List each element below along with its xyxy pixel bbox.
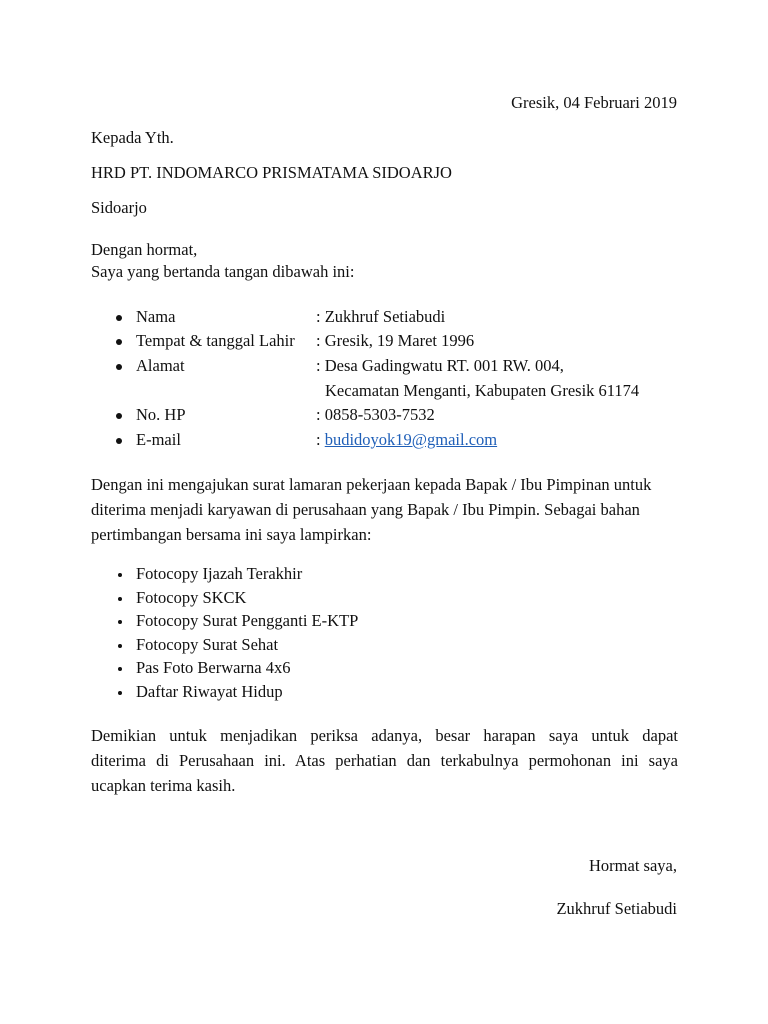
bullet-icon — [116, 438, 122, 444]
closing-paragraph — [91, 723, 678, 798]
bullet-icon — [118, 573, 122, 577]
attachment-item: Fotocopy Surat Sehat — [136, 635, 279, 654]
info-label-ttl: Tempat & tanggal Lahir — [136, 331, 295, 350]
info-value-email-wrapper — [316, 430, 497, 450]
bullet-icon — [118, 691, 122, 695]
closing-line-1: Demikian untuk menjadikan periksa adanya, besar harapan saya untuk dapat — [91, 726, 678, 745]
info-label-hp: No. HP — [136, 405, 186, 424]
info-value-nama: : Zukhruf Setiabudi — [316, 307, 446, 326]
bullet-icon — [116, 364, 122, 370]
bullet-icon — [118, 597, 122, 601]
list-item — [0, 588, 768, 612]
list-item — [0, 682, 768, 706]
closing-line-2: diterima di Perusahaan ini. Atas perhatian dan terkabulnya permohonan ini saya — [91, 751, 678, 770]
closing-line-3: ucapkan terima kasih. — [91, 776, 236, 795]
intro-text: Saya yang bertanda tangan dibawah ini: — [91, 262, 355, 281]
list-item — [0, 564, 768, 588]
info-label-alamat: Alamat — [136, 356, 185, 375]
signatory-name: Zukhruf Setiabudi — [556, 899, 677, 918]
list-item — [0, 430, 768, 454]
info-value-alamat: : Desa Gadingwatu RT. 001 RW. 004, — [316, 356, 564, 375]
attachment-item: Daftar Riwayat Hidup — [136, 682, 283, 701]
recipient-line-1: Kepada Yth. — [91, 128, 174, 147]
info-value-alamat-cont: Kecamatan Menganti, Kabupaten Gresik 61174 — [325, 381, 640, 400]
body-line-1: Dengan ini mengajukan surat lamaran pekerjaan kepada Bapak / Ibu Pimpinan untuk — [91, 475, 652, 494]
recipient-city: Sidoarjo — [91, 198, 147, 217]
list-item — [0, 611, 768, 635]
list-item — [0, 658, 768, 682]
sign-off: Hormat saya, — [589, 856, 677, 875]
info-value-ttl: : Gresik, 19 Maret 1996 — [316, 331, 475, 350]
list-item — [0, 331, 768, 355]
info-label-email: E-mail — [136, 430, 181, 449]
bullet-icon — [116, 413, 122, 419]
bullet-icon — [118, 644, 122, 648]
bullet-icon — [116, 339, 122, 345]
body-line-3: pertimbangan bersama ini saya lampirkan: — [91, 525, 372, 544]
list-item — [0, 405, 768, 429]
info-value-hp: : 0858-5303-7532 — [316, 405, 435, 424]
list-item — [0, 635, 768, 659]
list-item — [0, 356, 768, 380]
recipient-company: HRD PT. INDOMARCO PRISMATAMA SIDOARJO — [91, 163, 452, 182]
email-link[interactable]: budidoyok19@gmail.com — [324, 430, 498, 449]
salutation: Dengan hormat, — [91, 240, 198, 259]
attachment-item: Pas Foto Berwarna 4x6 — [136, 658, 291, 677]
attachment-item: Fotocopy Surat Pengganti E-KTP — [136, 611, 359, 630]
body-line-2: diterima menjadi karyawan di perusahaan yang Bapak / Ibu Pimpin. Sebagai bahan — [91, 500, 640, 519]
body-paragraph — [91, 472, 678, 547]
bullet-icon — [118, 667, 122, 671]
attachment-item: Fotocopy Ijazah Terakhir — [136, 564, 303, 583]
attachment-item: Fotocopy SKCK — [136, 588, 247, 607]
bullet-icon — [116, 315, 122, 321]
info-label-nama: Nama — [136, 307, 176, 326]
date-line: Gresik, 04 Februari 2019 — [511, 93, 677, 112]
bullet-icon — [118, 620, 122, 624]
email-prefix: : — [316, 430, 325, 449]
list-item — [0, 307, 768, 331]
